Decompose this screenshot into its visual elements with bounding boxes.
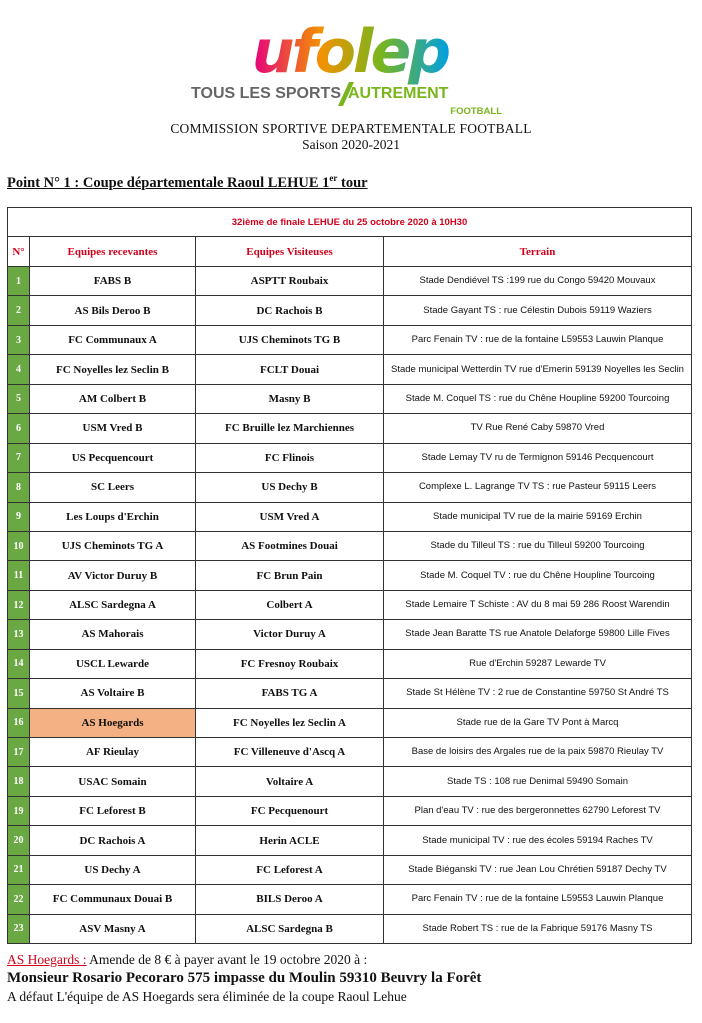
away-team: FC Leforest A [196, 855, 384, 884]
row-number: 12 [8, 590, 30, 619]
away-team: Voltaire A [196, 767, 384, 796]
away-team: USM Vred A [196, 502, 384, 531]
table-row [8, 267, 692, 296]
table-row [8, 502, 692, 531]
table-row [8, 561, 692, 590]
table-row [8, 355, 692, 384]
home-team: FC Leforest B [30, 796, 196, 825]
row-number: 15 [8, 679, 30, 708]
row-number: 1 [8, 267, 30, 296]
header-venue: Terrain [384, 237, 692, 267]
away-team: Herin ACLE [196, 826, 384, 855]
venue: Base de loisirs des Argales rue de la paix 59870 Rieulay TV [384, 738, 692, 767]
home-team: AF Rieulay [30, 738, 196, 767]
home-team: ASV Masny A [30, 914, 196, 943]
away-team: FC Bruille lez Marchiennes [196, 414, 384, 443]
fine-text: Amende de 8 € à payer avant le 19 octobre 2020 à : [86, 952, 368, 967]
home-team: FC Communaux Douai B [30, 885, 196, 914]
venue: Stade Lemaire T Schiste : AV du 8 mai 59 286 Roost Warendin [384, 590, 692, 619]
table-row [8, 620, 692, 649]
table-row [8, 590, 692, 619]
row-number: 2 [8, 296, 30, 325]
row-number: 17 [8, 738, 30, 767]
venue: Stade Robert TS : rue de la Fabrique 59176 Masny TS [384, 914, 692, 943]
home-team: FABS B [30, 267, 196, 296]
away-team: ASPTT Roubaix [196, 267, 384, 296]
logo-wordmark: ufolep [251, 17, 449, 87]
table-row [8, 796, 692, 825]
venue: Stade rue de la Gare TV Pont à Marcq [384, 708, 692, 737]
table-row [8, 649, 692, 678]
row-number: 16 [8, 708, 30, 737]
header-home: Equipes recevantes [30, 237, 196, 267]
table-caption: 32ième de finale LEHUE du 25 octobre 2020 à 10H30 [8, 208, 692, 237]
away-team: AS Footmines Douai [196, 531, 384, 560]
home-team: UJS Cheminots TG A [30, 531, 196, 560]
row-number: 5 [8, 384, 30, 413]
table-row [8, 914, 692, 943]
home-team: US Pecquencourt [30, 443, 196, 472]
venue: Stade Dendiével TS :199 rue du Congo 59420 Mouvaux [384, 267, 692, 296]
table-row [8, 738, 692, 767]
fine-notice [7, 952, 367, 968]
header-num: N° [8, 237, 30, 267]
table-caption-row [8, 208, 692, 237]
venue: TV Rue René Caby 59870 Vred [384, 414, 692, 443]
venue: Stade M. Coquel TS : rue du Chêne Houpline 59200 Tourcoing [384, 384, 692, 413]
point-title-sup: er [329, 173, 338, 183]
venue: Stade Gayant TS : rue Célestin Dubois 59119 Waziers [384, 296, 692, 325]
venue: Stade TS : 108 rue Denimal 59490 Somain [384, 767, 692, 796]
venue: Stade Jean Baratte TS rue Anatole Delaforge 59800 Lille Fives [384, 620, 692, 649]
venue: Stade du Tilleul TS : rue du Tilleul 59200 Tourcoing [384, 531, 692, 560]
home-team: AS Hoegards [30, 708, 196, 737]
logo-slogan-right: AUTREMENT [348, 85, 449, 102]
row-number: 23 [8, 914, 30, 943]
table-header-row [8, 237, 692, 267]
home-team: ALSC Sardegna A [30, 590, 196, 619]
away-team: FCLT Douai [196, 355, 384, 384]
row-number: 4 [8, 355, 30, 384]
venue: Parc Fenain TV : rue de la fontaine L59553 Lauwin Planque [384, 885, 692, 914]
venue: Stade M. Coquel TV : rue du Chêne Houpline Tourcoing [384, 561, 692, 590]
away-team: Victor Duruy A [196, 620, 384, 649]
table-row [8, 296, 692, 325]
elimination-warning: A défaut L'équipe de AS Hoegards sera éliminée de la coupe Raoul Lehue [7, 989, 407, 1004]
venue: Stade municipal TV rue de la mairie 59169 Erchin [384, 502, 692, 531]
away-team: FABS TG A [196, 679, 384, 708]
table-row [8, 414, 692, 443]
home-team: FC Noyelles lez Seclin B [30, 355, 196, 384]
away-team: Masny B [196, 384, 384, 413]
table-row [8, 826, 692, 855]
fined-team: AS Hoegards : [7, 952, 87, 967]
row-number: 8 [8, 473, 30, 502]
away-team: BILS Deroo A [196, 885, 384, 914]
fixtures-table-wrapper [7, 207, 691, 944]
row-number: 18 [8, 767, 30, 796]
away-team: DC Rachois B [196, 296, 384, 325]
point-title [7, 173, 368, 192]
row-number: 6 [8, 414, 30, 443]
home-team: DC Rachois A [30, 826, 196, 855]
table-row [8, 885, 692, 914]
row-number: 7 [8, 443, 30, 472]
table-row [8, 531, 692, 560]
venue: Plan d'eau TV : rue des bergeronnettes 62790 Leforest TV [384, 796, 692, 825]
point-title-end: tour [337, 174, 368, 191]
venue: Parc Fenain TV : rue de la fontaine L59553 Lauwin Planque [384, 325, 692, 354]
row-number: 11 [8, 561, 30, 590]
ufolep-logo [0, 10, 702, 118]
home-team: AM Colbert B [30, 384, 196, 413]
table-row [8, 767, 692, 796]
home-team: AV Victor Duruy B [30, 561, 196, 590]
table-row [8, 384, 692, 413]
venue: Stade municipal TV : rue des écoles 59194 Raches TV [384, 826, 692, 855]
home-team: AS Bils Deroo B [30, 296, 196, 325]
venue: Stade St Hélène TV : 2 rue de Constantine 59750 St André TS [384, 679, 692, 708]
away-team: ALSC Sardegna B [196, 914, 384, 943]
row-number: 19 [8, 796, 30, 825]
home-team: USCL Lewarde [30, 649, 196, 678]
row-number: 3 [8, 325, 30, 354]
venue: Stade municipal Wetterdin TV rue d'Emerin 59139 Noyelles les Seclin [384, 355, 692, 384]
table-row [8, 855, 692, 884]
home-team: USM Vred B [30, 414, 196, 443]
commission-title: COMMISSION SPORTIVE DEPARTEMENTALE FOOTBALL [170, 121, 532, 136]
away-team: FC Villeneuve d'Ascq A [196, 738, 384, 767]
away-team: FC Noyelles lez Seclin A [196, 708, 384, 737]
header-away: Equipes Visiteuses [196, 237, 384, 267]
row-number: 14 [8, 649, 30, 678]
table-row [8, 679, 692, 708]
fixtures-table [7, 207, 692, 944]
home-team: SC Leers [30, 473, 196, 502]
away-team: FC Brun Pain [196, 561, 384, 590]
point-title-main: Point N° 1 : Coupe départementale Raoul LEHUE 1 [7, 174, 330, 191]
row-number: 22 [8, 885, 30, 914]
row-number: 20 [8, 826, 30, 855]
row-number: 13 [8, 620, 30, 649]
venue: Stade Biéganski TV : rue Jean Lou Chrétien 59187 Dechy TV [384, 855, 692, 884]
away-team: FC Flinois [196, 443, 384, 472]
table-row [8, 708, 692, 737]
payee-address: Monsieur Rosario Pecoraro 575 impasse du Moulin 59310 Beuvry la Forêt [7, 970, 482, 986]
table-row [8, 325, 692, 354]
away-team: UJS Cheminots TG B [196, 325, 384, 354]
home-team: FC Communaux A [30, 325, 196, 354]
row-number: 10 [8, 531, 30, 560]
venue: Stade Lemay TV ru de Termignon 59146 Pecquencourt [384, 443, 692, 472]
row-number: 9 [8, 502, 30, 531]
logo-sub: FOOTBALL [450, 106, 502, 117]
away-team: FC Fresnoy Roubaix [196, 649, 384, 678]
season-label: Saison 2020-2021 [302, 137, 400, 152]
home-team: Les Loups d'Erchin [30, 502, 196, 531]
home-team: AS Mahorais [30, 620, 196, 649]
row-number: 21 [8, 855, 30, 884]
home-team: AS Voltaire B [30, 679, 196, 708]
venue: Complexe L. Lagrange TV TS : rue Pasteur 59115 Leers [384, 473, 692, 502]
away-team: US Dechy B [196, 473, 384, 502]
away-team: Colbert A [196, 590, 384, 619]
table-row [8, 473, 692, 502]
venue: Rue d'Erchin 59287 Lewarde TV [384, 649, 692, 678]
logo-slogan-left: TOUS LES SPORTS [191, 85, 341, 102]
away-team: FC Pecquenourt [196, 796, 384, 825]
home-team: USAC Somain [30, 767, 196, 796]
home-team: US Dechy A [30, 855, 196, 884]
table-row [8, 443, 692, 472]
